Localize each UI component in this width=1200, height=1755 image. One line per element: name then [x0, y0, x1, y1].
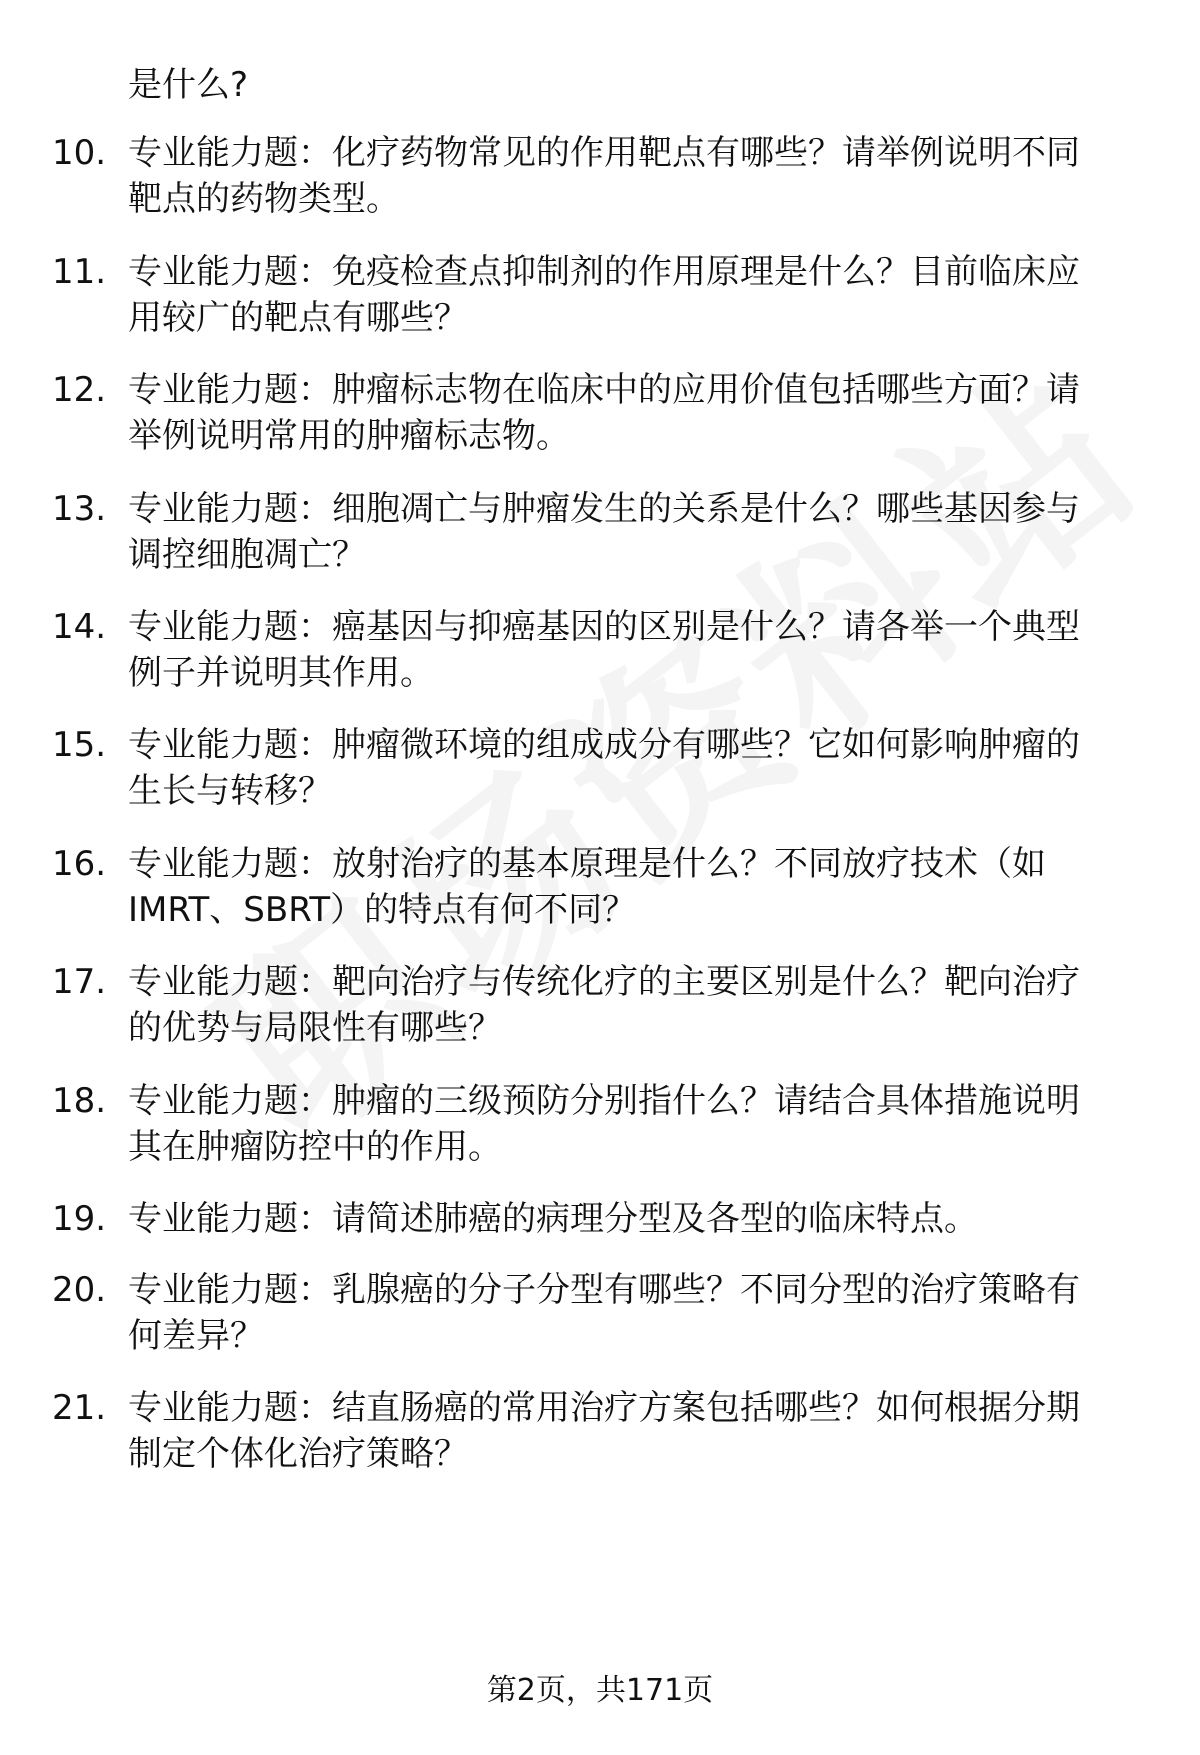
question-text — [128, 1385, 1138, 1477]
question-text — [128, 604, 1138, 696]
question-text-line: 举例说明常用的肿瘤标志物。 — [128, 416, 570, 456]
question-text-line: 专业能力题：乳腺癌的分子分型有哪些？不同分型的治疗策略有 — [128, 1270, 1080, 1310]
question-text-line: 专业能力题：癌基因与抑癌基因的区别是什么？请各举一个典型 — [128, 607, 1080, 647]
question-text — [128, 130, 1138, 222]
question-text-line: 专业能力题：免疫检查点抑制剂的作用原理是什么？目前临床应 — [128, 252, 1080, 292]
question-text-line: 的优势与局限性有哪些？ — [128, 1008, 502, 1048]
question-text — [128, 959, 1138, 1051]
question-text-line: 专业能力题：靶向治疗与传统化疗的主要区别是什么？靶向治疗 — [128, 962, 1080, 1002]
question-number: 11. — [52, 252, 107, 292]
question-text-line: 专业能力题：肿瘤的三级预防分别指什么？请结合具体措施说明 — [128, 1081, 1080, 1121]
question-text — [128, 1196, 1138, 1242]
question-number: 18. — [52, 1081, 107, 1121]
question-text-line: 专业能力题：肿瘤标志物在临床中的应用价值包括哪些方面？请 — [128, 370, 1080, 410]
question-text-line: IMRT、SBRT）的特点有何不同？ — [128, 890, 637, 930]
question-text — [128, 1078, 1138, 1170]
question-text-line: 用较广的靶点有哪些？ — [128, 298, 468, 338]
question-number: 14. — [52, 607, 107, 647]
question-number: 20. — [52, 1270, 107, 1310]
question-text-line: 靶点的药物类型。 — [128, 179, 400, 219]
question-text-line: 生长与转移？ — [128, 771, 332, 811]
question-text — [128, 486, 1138, 578]
question-number: 13. — [52, 489, 107, 529]
question-text — [128, 1267, 1138, 1359]
question-text-line: 专业能力题：细胞凋亡与肿瘤发生的关系是什么？哪些基因参与 — [128, 489, 1080, 529]
question-text-line: 调控细胞凋亡？ — [128, 535, 366, 575]
question-text-line: 专业能力题：放射治疗的基本原理是什么？不同放疗技术（如 — [128, 844, 1046, 884]
question-text — [128, 722, 1138, 814]
question-text-line: 专业能力题：结直肠癌的常用治疗方案包括哪些？如何根据分期 — [128, 1388, 1080, 1428]
question-text-line: 专业能力题：化疗药物常见的作用靶点有哪些？请举例说明不同 — [128, 133, 1080, 173]
question-number: 21. — [52, 1388, 107, 1428]
question-number: 12. — [52, 370, 107, 410]
question-text — [128, 367, 1138, 459]
page-footer: 第2页，共171页 — [486, 1673, 714, 1708]
question-text-line: 制定个体化治疗策略？ — [128, 1434, 468, 1474]
question-text — [128, 841, 1138, 933]
question-number: 19. — [52, 1199, 107, 1239]
question-text-line: 其在肿瘤防控中的作用。 — [128, 1127, 502, 1167]
continued-question-text: 是什么? — [128, 65, 249, 105]
question-number: 10. — [52, 133, 107, 173]
question-text-line: 专业能力题：肿瘤微环境的组成成分有哪些？它如何影响肿瘤的 — [128, 725, 1080, 765]
question-number: 15. — [52, 725, 107, 765]
question-number: 16. — [52, 844, 107, 884]
question-number: 17. — [52, 962, 107, 1002]
question-text — [128, 249, 1138, 341]
question-text-line: 专业能力题：请简述肺癌的病理分型及各型的临床特点。 — [128, 1199, 978, 1239]
question-text-line: 何差异？ — [128, 1316, 264, 1356]
question-text-line: 例子并说明其作用。 — [128, 653, 434, 693]
